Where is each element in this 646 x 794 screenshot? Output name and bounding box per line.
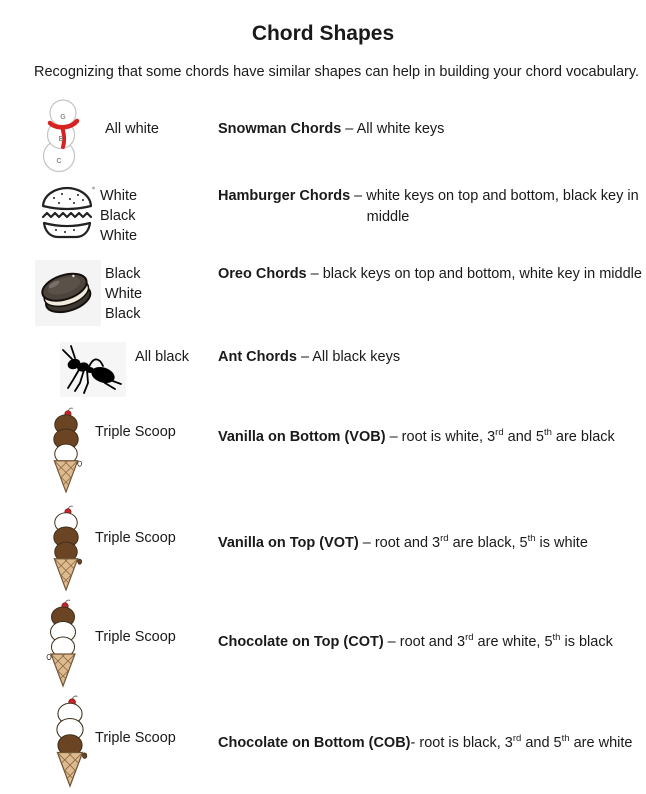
chord-row-cot [0,597,646,691]
chord-desc-text: are black [551,428,615,445]
oreo-icon [35,260,101,326]
chord-description [218,264,642,285]
chord-desc-text: are black, 5 [448,534,528,551]
chord-desc-text: – root and 3 [383,633,466,650]
shape-label: White [100,228,138,244]
ordinal-suffix: th [527,533,536,544]
chord-description [218,422,615,448]
hamburger-icon [38,185,96,241]
chord-desc-text: – root is white, 3 [385,428,496,445]
ordinal-suffix: th [561,733,570,744]
ordinal-suffix: rd [465,632,474,643]
chord-row-oreo [0,258,646,328]
chord-name: Hamburger Chords [218,188,351,204]
chord-row-hamburger [0,183,646,245]
chord-desc-text: – All white keys [341,121,445,137]
ordinal-suffix: th [552,632,561,643]
snowman-letter-c: C [56,158,62,165]
chord-name: Oreo Chords [218,266,307,282]
ordinal-suffix: rd [512,733,522,744]
shape-label: Triple Scoop [95,424,176,440]
snowman-letter-e: E [58,136,64,143]
ant-icon [60,342,126,397]
snowman-letter-g: G [60,114,66,121]
intro-text: Recognizing that some chords have similar shapes can help in building your chord vocabulary. [34,64,640,80]
ordinal-suffix: th [543,427,552,438]
chord-name: Vanilla on Top (VOT) [218,534,359,551]
ordinal-suffix: rd [440,533,449,544]
ordinal-suffix: rd [495,427,504,438]
chord-description [218,347,400,368]
chord-name: Chocolate on Bottom (COB) [218,734,411,751]
chord-row-cob [0,692,646,792]
shape-label: Black [105,266,141,282]
chord-name: Ant Chords [218,349,297,365]
shape-label: Triple Scoop [95,530,176,546]
shape-label: White [100,188,138,204]
chord-row-ant [0,340,646,398]
chord-desc-line1 [218,186,639,207]
ice-cream-cone-icon [48,694,92,788]
chord-desc-text: is black [560,633,613,650]
shape-label: Triple Scoop [95,629,176,645]
chord-desc-text: – black keys on top and bottom, white key in middle [306,266,642,282]
chord-desc-line2: middle [366,209,410,225]
chord-desc-text: – white keys on top and bottom, black key in [350,188,639,204]
shape-label: Black [105,306,141,322]
chord-desc-text: are white [569,734,633,751]
chord-row-snowman [0,98,646,174]
snowman-icon [40,98,86,172]
shape-label: Black [100,208,136,224]
chord-name: Chocolate on Top (COT) [218,633,384,650]
chord-desc-text: are white, 5 [473,633,553,650]
chord-desc-text: – root and 3 [358,534,441,551]
shape-label: Triple Scoop [95,730,176,746]
chord-description [218,186,639,228]
chord-description [218,627,613,653]
shape-label: All white [105,121,159,137]
chord-description [218,728,632,754]
ice-cream-cone-icon [42,598,84,688]
shape-label: White [105,286,143,302]
ice-cream-cone-icon [45,505,87,591]
shape-label: All black [135,349,189,365]
ice-cream-cone-icon [45,407,87,493]
chord-description [218,119,444,140]
chord-name: Vanilla on Bottom (VOB) [218,428,386,445]
chord-name: Snowman Chords [218,121,342,137]
chord-description [218,528,588,554]
chord-desc-text: and 5 [521,734,562,751]
chord-desc-text: and 5 [503,428,544,445]
chord-desc-text: – All black keys [296,349,401,365]
chord-desc-text: is white [535,534,588,551]
chord-row-vob [0,406,646,496]
page-title: Chord Shapes [251,22,395,45]
chord-row-vot [0,503,646,595]
chord-desc-text: - root is black, 3 [410,734,513,751]
